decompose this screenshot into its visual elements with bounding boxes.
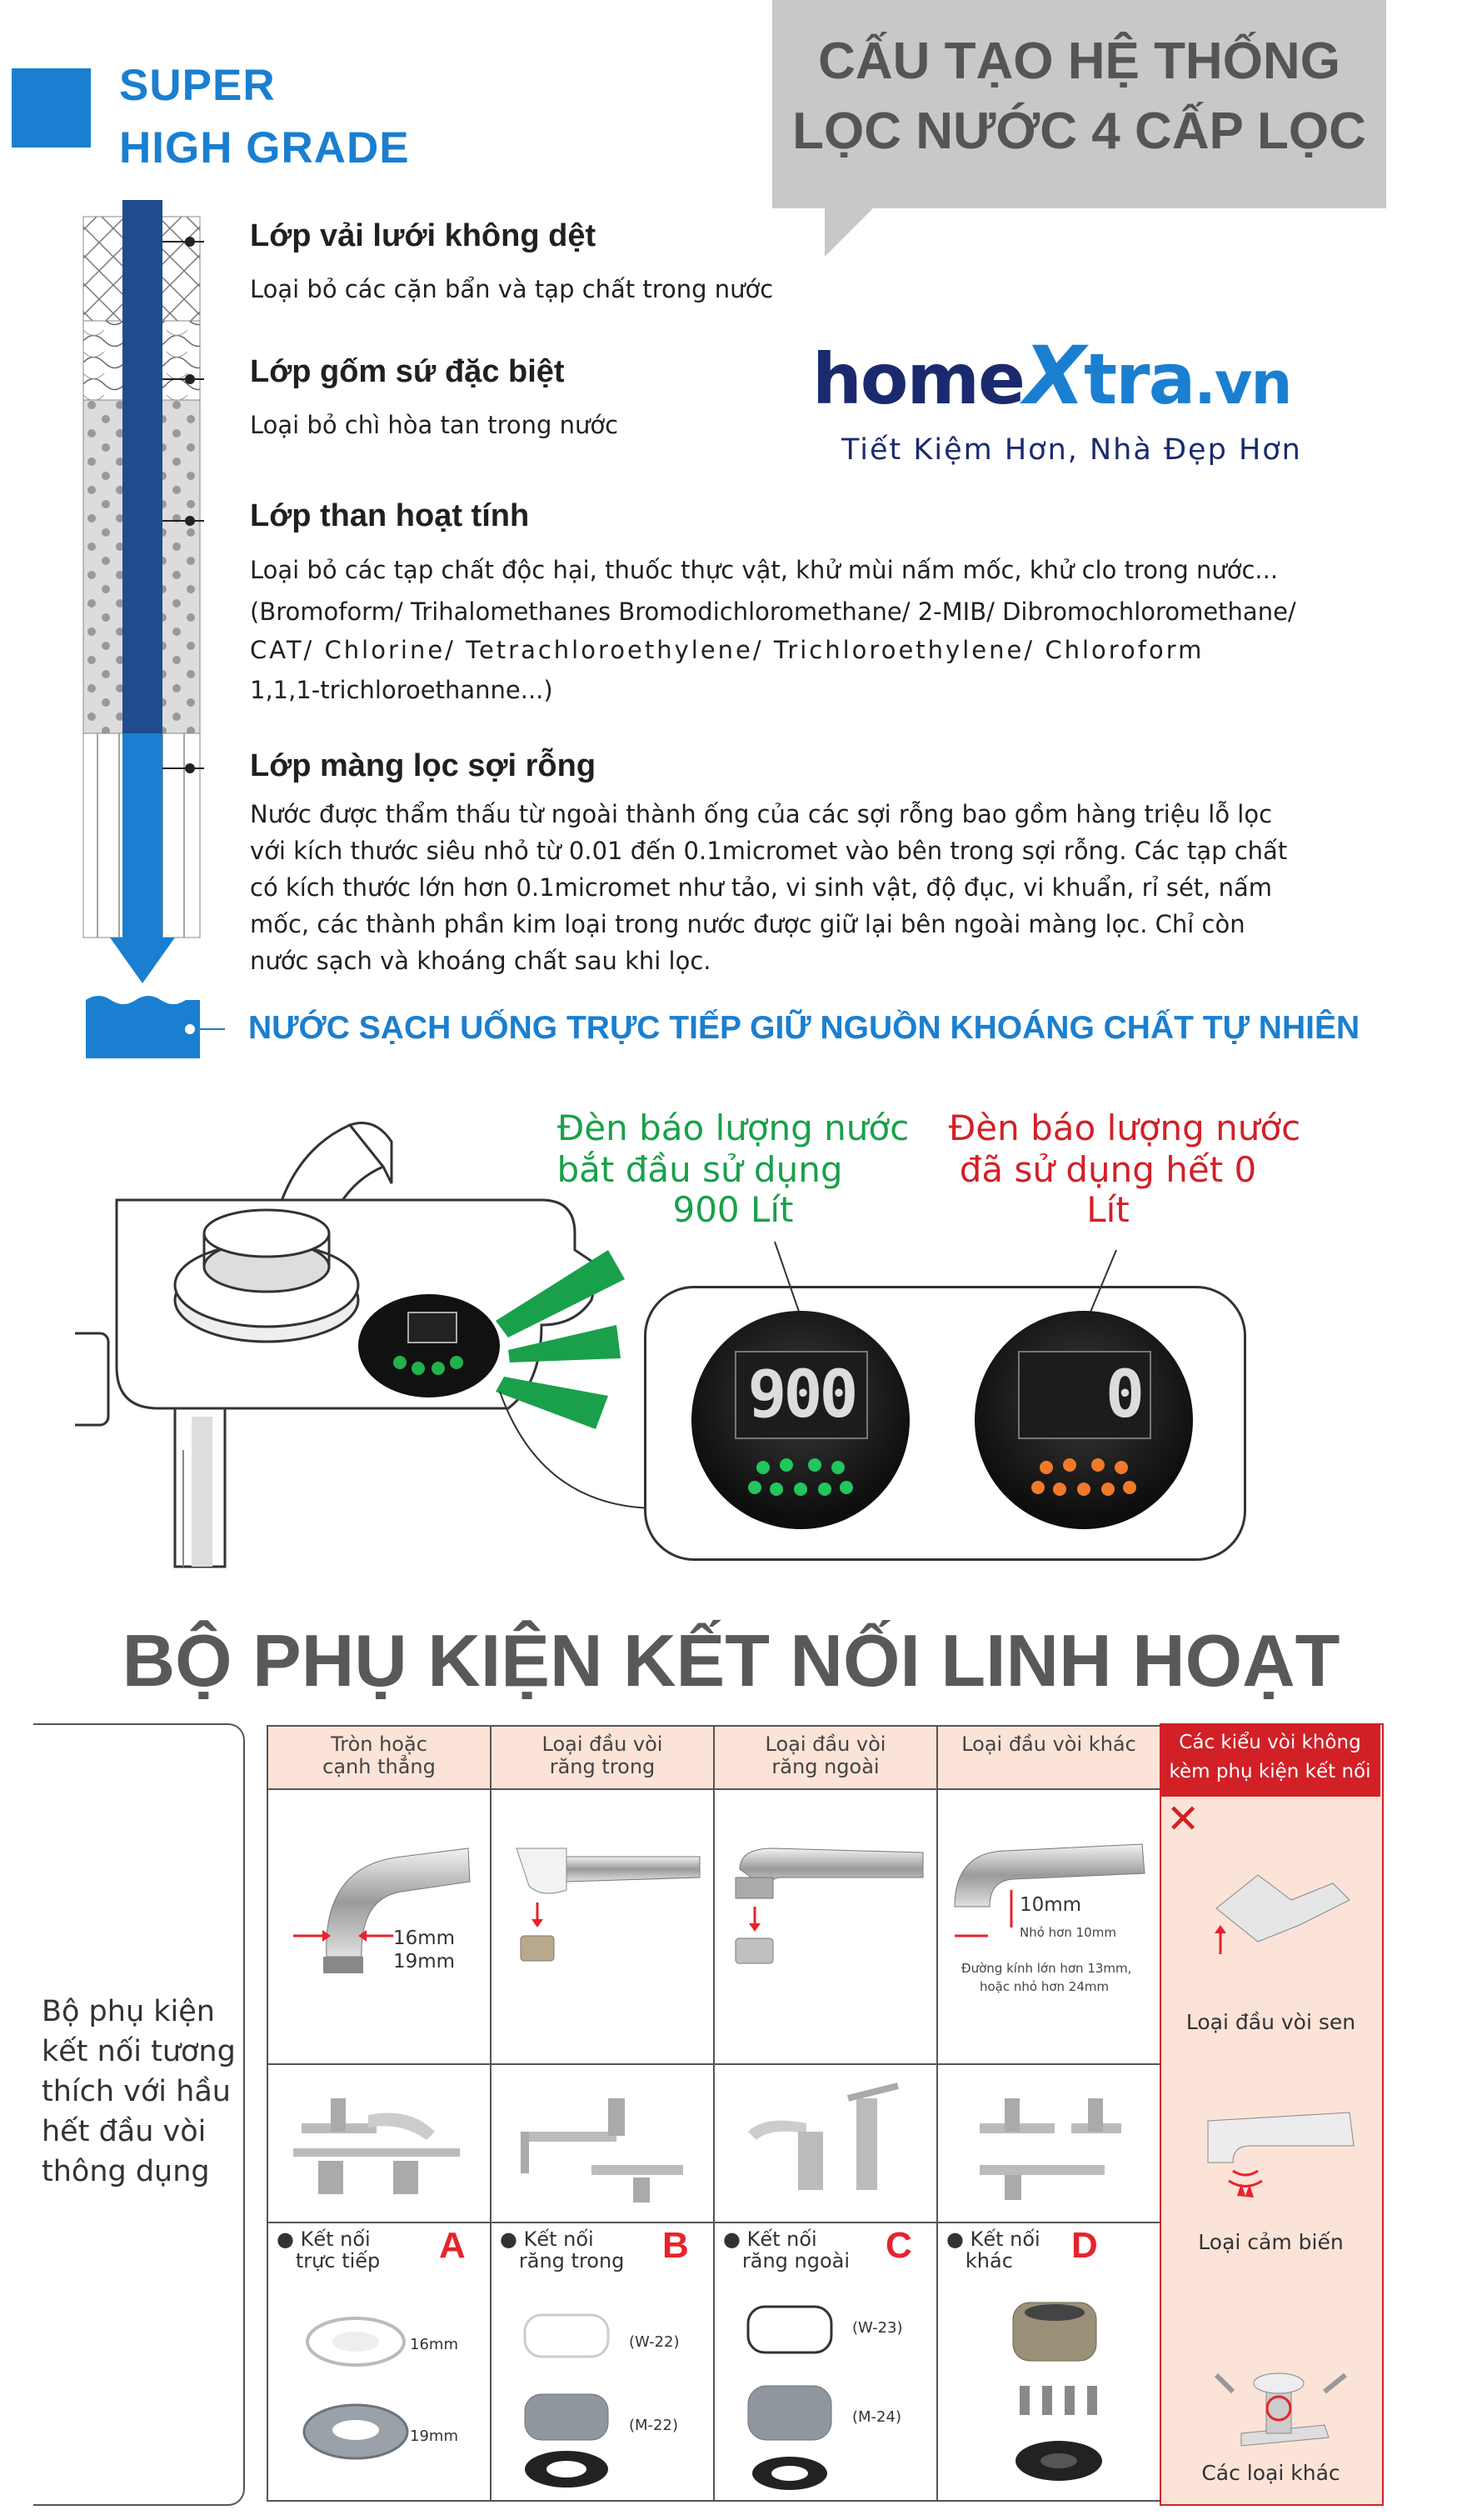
- connector-label-line: Kết nối: [970, 2228, 1040, 2251]
- size-16mm: 16mm: [393, 1928, 456, 1949]
- header-row: [267, 1726, 1160, 1789]
- connector-a-rings: [289, 2307, 439, 2490]
- outer-thread-spout-icon: [723, 1832, 931, 1998]
- page-title-line-1: CẤU TẠO HỆ THỐNG: [818, 32, 1340, 90]
- excluded-shower: Loại đầu vòi sen: [1185, 2010, 1356, 2034]
- connector-d-label: ● Kết nối khác: [946, 2228, 1040, 2272]
- col-head-line: Loại đầu vòi: [765, 1732, 886, 1756]
- logo-tra: tra: [1084, 338, 1195, 420]
- spout-cell-inner: [491, 1789, 714, 2064]
- intro-line: Bộ phụ kiện: [42, 1995, 215, 2028]
- faucet-cell-b: [491, 2064, 714, 2222]
- logo-x: X: [1024, 329, 1085, 422]
- layer-3-line-1: Loại bỏ các tạp chất độc hại, thuốc thực vật, khử mùi nấm mốc, khử clo trong nước...: [250, 556, 1279, 584]
- end-indicator-label-1: Đèn báo lượng nước: [948, 1108, 1301, 1148]
- brand-line-2: HIGH GRADE: [119, 123, 410, 172]
- intro-line: hết đầu vòi: [42, 2115, 207, 2148]
- note-diameter: Đường kính lớn hơn 13mm,: [961, 1961, 1132, 1976]
- faucet-set-icon: [731, 2082, 923, 2207]
- col-head-line: cạnh thẳng: [322, 1755, 436, 1778]
- logo-vn: .vn: [1194, 349, 1291, 418]
- excluded-faucets-header: [1160, 1723, 1380, 1797]
- spout-cell-round: [267, 1789, 491, 2064]
- connector-letter-c: C: [886, 2225, 912, 2266]
- col-head-line: Loại đầu vòi khác: [961, 1732, 1136, 1756]
- faucet-cell-d: [937, 2064, 1160, 2222]
- layer-3-line-2: (Bromoform/ Trihalomethanes Bromodichloromethane/ 2-MIB/ Dibromochloromethane/: [250, 598, 1296, 626]
- display-900: [691, 1311, 910, 1529]
- end-indicator-label-2: đã sử dụng hết 0 Lít: [959, 1149, 1257, 1230]
- shower-head-icon: [1183, 1850, 1366, 1967]
- size-19mm: 19mm: [393, 1951, 456, 1972]
- note-less-10mm: Nhỏ hơn 10mm: [1020, 1925, 1116, 1940]
- green-led-dots: [746, 1452, 855, 1502]
- connector-c-code-2: (M-24): [852, 2408, 901, 2426]
- faucet-set-icon: [955, 2082, 1146, 2207]
- layer-3-title: Lớp than hoạt tính: [250, 498, 530, 533]
- connector-a-label: ● Kết nối trực tiếp: [277, 2228, 381, 2272]
- connector-label-line: Kết nối: [300, 2228, 371, 2251]
- layer-3-line-3: CAT/ Chlorine/ Tetrachloroethylene/ Trichloroethylene/ Chloroform: [250, 636, 1205, 664]
- logo-home: home: [812, 338, 1025, 420]
- faucet-set-icon: [508, 2082, 700, 2207]
- excluded-head-line: kèm phụ kiện kết nối: [1169, 1761, 1371, 1782]
- brand-accent-square: [12, 68, 91, 148]
- layer-4-line-4: mốc, các thành phần kim loại trong nước được giữ lại bên ngoài màng lọc. Chỉ còn: [250, 910, 1245, 938]
- display-readout-900: 900: [735, 1351, 868, 1439]
- filter-cartridge-diagram: [0, 200, 250, 1067]
- connector-c-rings: [731, 2298, 856, 2494]
- faucet-row: [267, 2064, 1160, 2222]
- connector-b-rings: [508, 2302, 633, 2494]
- clean-water-caption: NƯỚC SẠCH UỐNG TRỰC TIẾP GIỮ NGUỒN KHOÁNG CHẤT TỰ NHIÊN: [248, 1010, 1360, 1046]
- layer-4-line-5: nước sạch và khoáng chất sau khi lọc.: [250, 947, 711, 975]
- accessories-table: [267, 1725, 1161, 2502]
- spout-row: [267, 1789, 1160, 2064]
- excluded-sensor: Loại cảm biến: [1198, 2230, 1344, 2254]
- homextra-logo: [812, 329, 1290, 422]
- col-head-inner-thread: [491, 1726, 714, 1789]
- connector-a-code-1: 16mm: [410, 2336, 458, 2353]
- connector-b-code-2: (M-22): [629, 2417, 678, 2434]
- page-title-line-2: LỌC NƯỚC 4 CẤP LỌC: [792, 102, 1366, 160]
- layer-3-line-4: 1,1,1-trichloroethanne...): [250, 676, 553, 704]
- size-10mm: 10mm: [1020, 1894, 1082, 1916]
- col-head-round: [267, 1726, 491, 1789]
- connector-label-line: Kết nối: [746, 2228, 817, 2251]
- connector-label-line: trực tiếp: [295, 2249, 381, 2272]
- intro-line: thông dụng: [42, 2155, 210, 2188]
- connector-a-code-2: 19mm: [410, 2428, 458, 2445]
- connector-label-line: Kết nối: [523, 2228, 594, 2251]
- connector-label-line: răng trong: [518, 2249, 625, 2272]
- layer-4-line-1: Nước được thẩm thấu từ ngoài thành ống của các sợi rỗng bao gồm hàng triệu lỗ lọc: [250, 800, 1273, 828]
- layer-1-title: Lớp vải lưới không dệt: [250, 218, 596, 253]
- connector-d-parts: [988, 2294, 1138, 2494]
- col-head-other: [937, 1726, 1160, 1789]
- col-head-outer-thread: [714, 1726, 937, 1789]
- start-indicator-label-1: Đèn báo lượng nước: [556, 1108, 910, 1148]
- connector-c-label: ● Kết nối răng ngoài: [723, 2228, 851, 2272]
- spout-cell-outer: [714, 1789, 937, 2064]
- excluded-head-line: Các kiểu vòi không: [1179, 1732, 1361, 1753]
- connector-cell-b: [491, 2222, 714, 2501]
- display-readout-0: 0: [1018, 1351, 1151, 1439]
- connector-c-code-1: (W-23): [852, 2319, 903, 2337]
- connector-row: [267, 2222, 1160, 2501]
- col-head-line: răng ngoài: [771, 1755, 880, 1778]
- connector-letter-d: D: [1071, 2225, 1098, 2266]
- connector-b-code-1: (W-22): [629, 2333, 680, 2351]
- close-icon: ✕: [1166, 1796, 1200, 1842]
- faucet-cell-c: [714, 2064, 937, 2222]
- accessories-title: BỘ PHỤ KIỆN KẾT NỐI LINH HOẠT: [122, 1619, 1340, 1702]
- title-box-tail: [825, 207, 875, 257]
- excluded-other: Các loại khác: [1201, 2461, 1340, 2485]
- connector-label-line: răng ngoài: [741, 2249, 851, 2272]
- intro-line: kết nối tương: [42, 2035, 236, 2068]
- layer-4-title: Lớp màng lọc sợi rỗng: [250, 748, 596, 783]
- layer-2-text: Loại bỏ chì hòa tan trong nước: [250, 411, 619, 439]
- faucet-set-icon: [285, 2082, 477, 2207]
- layer-4-line-3: có kích thước lớn hơn 0.1micromet như tảo, vi sinh vật, độ đục, vi khuẩn, rỉ sét, nấm: [250, 873, 1273, 902]
- brand-line-1: SUPER: [119, 61, 276, 110]
- start-indicator-label-3: 900 Lít: [672, 1189, 794, 1230]
- sensor-faucet-icon: [1200, 2088, 1366, 2204]
- layer-1-text: Loại bỏ các cặn bẩn và tạp chất trong nước: [250, 275, 774, 303]
- accessories-intro-text: [42, 1992, 236, 2192]
- other-faucet-icon: [1191, 2342, 1375, 2467]
- col-head-line: Loại đầu vòi: [541, 1732, 663, 1756]
- note-diameter-2: hoặc nhỏ hơn 24mm: [980, 1979, 1110, 1994]
- connector-letter-a: A: [439, 2225, 466, 2266]
- faucet-cell-a: [267, 2064, 491, 2222]
- logo-tagline: Tiết Kiệm Hơn, Nhà Đẹp Hơn: [841, 433, 1302, 467]
- start-indicator-label-2: bắt đầu sử dụng: [556, 1149, 843, 1190]
- display-0: [975, 1311, 1193, 1529]
- connector-cell-c: [714, 2222, 937, 2501]
- connector-letter-b: B: [662, 2225, 689, 2266]
- connector-label-line: khác: [965, 2249, 1013, 2272]
- layer-2-title: Lớp gốm sứ đặc biệt: [250, 354, 565, 389]
- connector-cell-d: [937, 2222, 1160, 2501]
- col-head-line: răng trong: [549, 1755, 656, 1778]
- col-head-line: Tròn hoặc: [331, 1732, 427, 1756]
- connector-cell-a: [267, 2222, 491, 2501]
- spout-cell-other: [937, 1789, 1160, 2064]
- connector-b-label: ● Kết nối răng trong: [500, 2228, 625, 2272]
- inner-thread-spout-icon: [500, 1832, 708, 1998]
- layer-4-line-2: với kích thước siêu nhỏ từ 0.01 đến 0.1micromet vào bên trong sợi rỗng. Các tạp chất: [250, 837, 1288, 865]
- intro-line: thích với hầu: [42, 2075, 231, 2108]
- orange-led-dots: [1030, 1452, 1138, 1502]
- round-spout-icon: [277, 1832, 485, 2015]
